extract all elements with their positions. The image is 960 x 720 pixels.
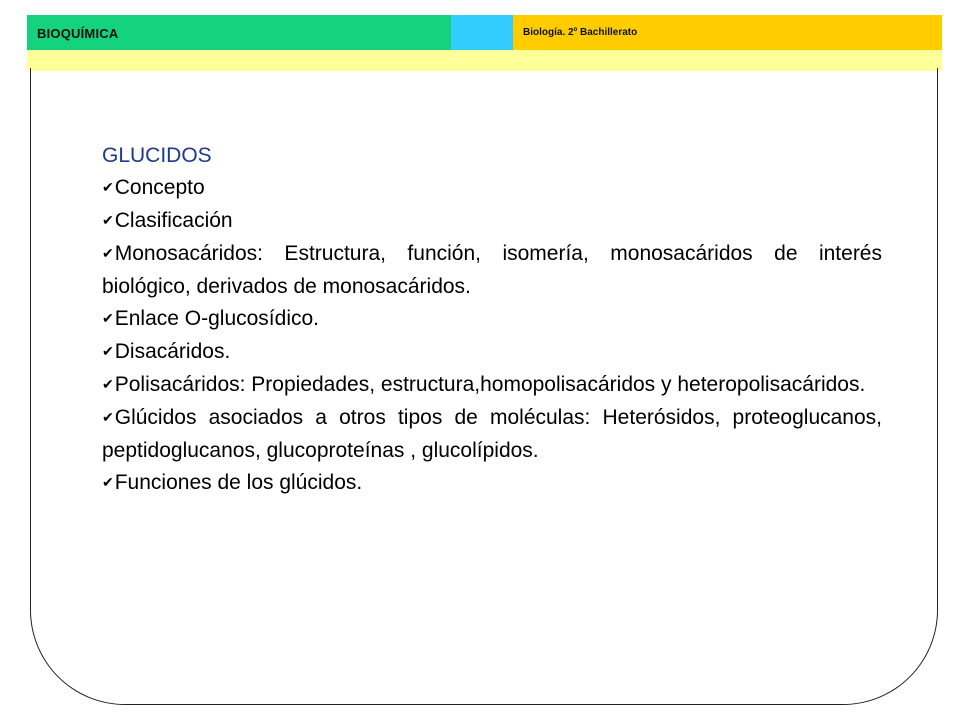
check-icon: ✔	[102, 310, 114, 326]
list-item	[102, 238, 882, 303]
list-item	[102, 303, 882, 336]
slide-content	[102, 140, 882, 500]
list-item	[102, 467, 882, 500]
header-subtitle-bar	[513, 15, 942, 50]
header-title: BIOQUÍMICA	[37, 26, 119, 41]
check-icon: ✔	[102, 376, 114, 392]
list-item-text: Enlace O-glucosídico.	[114, 307, 320, 330]
slide-heading: GLUCIDOS	[102, 144, 212, 167]
check-icon: ✔	[102, 474, 114, 490]
list-item	[102, 369, 882, 402]
list-item-text: Polisacáridos: Propiedades, estructura,homopolisacáridos y heteropolisacáridos.	[114, 373, 866, 396]
list-item-text: Disacáridos.	[114, 340, 231, 363]
list-item-text: Clasificación	[114, 209, 233, 232]
list-item-text: Monosacáridos: Estructura, función, isomería, monosacáridos de interés biológico, derivados de monosacáridos.	[102, 242, 882, 298]
list-item	[102, 172, 882, 205]
list-item-text: Concepto	[114, 176, 205, 199]
check-icon: ✔	[102, 409, 114, 425]
check-icon: ✔	[102, 245, 114, 261]
check-icon: ✔	[102, 343, 114, 359]
list-item-text: Glúcidos asociados a otros tipos de moléculas: Heterósidos, proteoglucanos, peptidoglucanos, glucoproteínas , glucolípidos.	[102, 406, 882, 462]
list-item	[102, 336, 882, 369]
header-subtitle: Biología. 2º Bachillerato	[523, 27, 638, 38]
header-accent-block	[451, 15, 513, 50]
topic-list	[102, 172, 882, 500]
check-icon: ✔	[102, 212, 114, 228]
list-item	[102, 402, 882, 467]
list-item-text: Funciones de los glúcidos.	[114, 471, 363, 494]
list-item	[102, 205, 882, 238]
header-title-bar	[27, 15, 451, 50]
check-icon: ✔	[102, 179, 114, 195]
